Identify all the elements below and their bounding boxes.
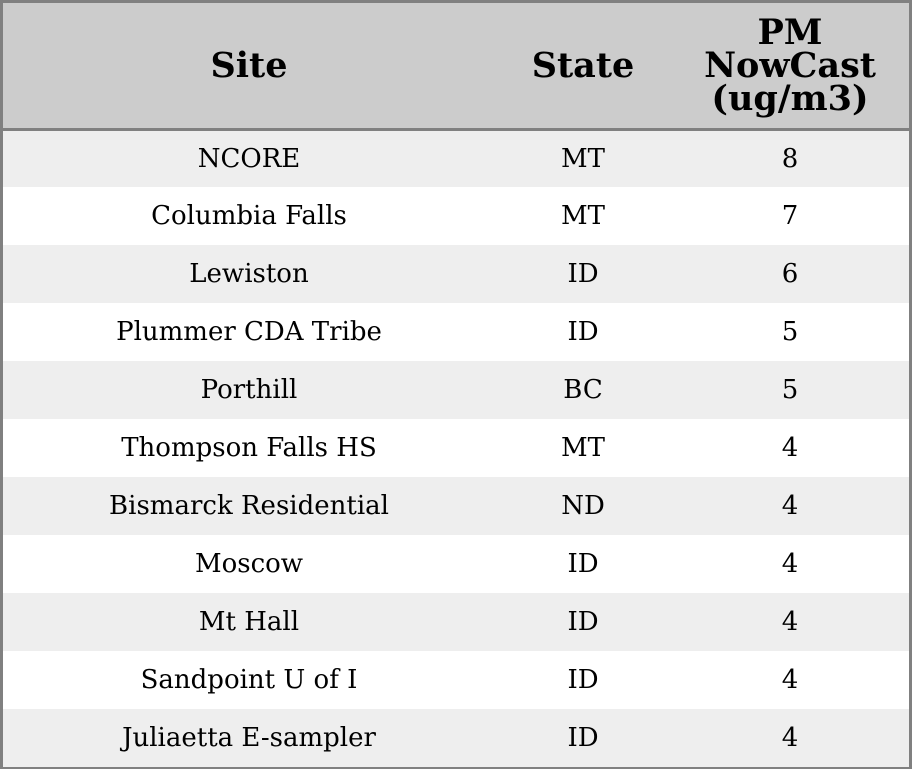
- cell-state: MT: [561, 143, 605, 174]
- cell-site: NCORE: [197, 143, 301, 174]
- header-row: [3, 3, 909, 129]
- column-header-pm-line-3: (ug/m3): [711, 77, 869, 119]
- table-row: [3, 535, 909, 593]
- table-row: [3, 303, 909, 361]
- cell-state: ND: [561, 491, 605, 521]
- cell-state: MT: [561, 201, 605, 231]
- cell-site: Columbia Falls: [151, 201, 347, 231]
- cell-site: Moscow: [194, 549, 304, 579]
- cell-site: Bismarck Residential: [109, 491, 389, 521]
- table-row: [3, 129, 909, 187]
- column-header-state: [495, 3, 671, 129]
- cell-pm-nowcast: 5: [781, 317, 799, 347]
- cell-state: BC: [563, 375, 603, 405]
- cell-state: ID: [567, 317, 599, 347]
- cell-state: MT: [561, 433, 605, 463]
- cell-state: ID: [567, 259, 599, 289]
- cell-site: Thompson Falls HS: [121, 433, 377, 463]
- table-row: [3, 245, 909, 303]
- table-row: [3, 361, 909, 419]
- cell-pm-nowcast: 4: [781, 607, 799, 637]
- cell-state: ID: [567, 607, 599, 637]
- table-body: [3, 129, 909, 767]
- cell-site: Plummer CDA Tribe: [116, 317, 382, 347]
- table-row: [3, 419, 909, 477]
- cell-pm-nowcast: 4: [781, 433, 799, 463]
- cell-site: Lewiston: [189, 259, 309, 289]
- column-header-state-text: State: [531, 44, 635, 86]
- cell-pm-nowcast: 4: [781, 665, 799, 695]
- pm-nowcast-table: [3, 3, 909, 767]
- table-row: [3, 593, 909, 651]
- cell-pm-nowcast: 4: [781, 549, 799, 579]
- cell-pm-nowcast: 4: [781, 491, 799, 521]
- table-row: [3, 477, 909, 535]
- column-header-site: [3, 3, 495, 129]
- cell-site: Juliaetta E-sampler: [122, 723, 376, 753]
- table-row: [3, 651, 909, 709]
- cell-pm-nowcast: 8: [781, 143, 799, 174]
- cell-pm-nowcast: 5: [781, 375, 799, 405]
- cell-site: Sandpoint U of I: [140, 665, 358, 695]
- table-header: [3, 3, 909, 129]
- column-header-pm-line-2: NowCast: [704, 44, 876, 86]
- column-header-pm-nowcast: [671, 3, 909, 129]
- cell-state: ID: [567, 665, 599, 695]
- cell-state: ID: [567, 549, 599, 579]
- table-row: [3, 187, 909, 245]
- cell-pm-nowcast: 6: [781, 259, 799, 289]
- cell-site: Porthill: [200, 375, 298, 405]
- cell-pm-nowcast: 4: [781, 723, 799, 753]
- column-header-pm-line-1: PM: [757, 11, 823, 53]
- cell-state: ID: [567, 723, 599, 753]
- cell-site: Mt Hall: [198, 607, 300, 637]
- column-header-site-text: Site: [210, 44, 288, 86]
- table-row: [3, 709, 909, 767]
- cell-pm-nowcast: 7: [781, 201, 799, 231]
